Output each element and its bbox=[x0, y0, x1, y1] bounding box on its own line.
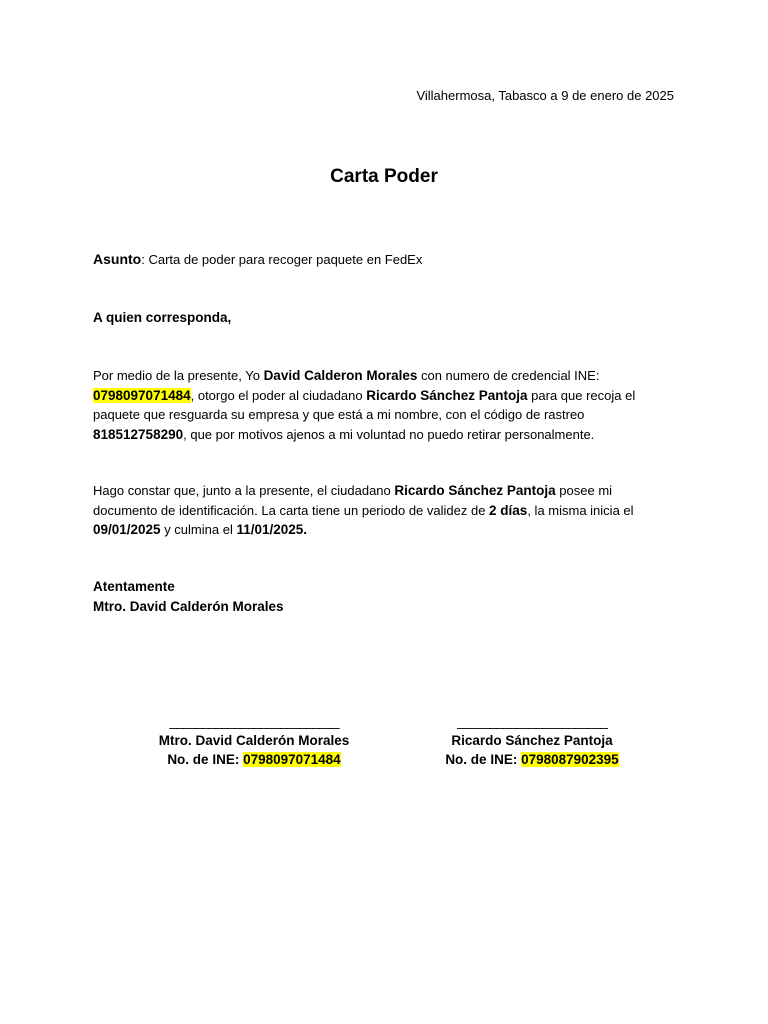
p1-text-1: Por medio de la presente, Yo bbox=[93, 368, 264, 383]
signature-name-proxy: Ricardo Sánchez Pantoja bbox=[451, 733, 613, 748]
grantor-name: David Calderon Morales bbox=[263, 368, 418, 383]
letter-title: Carta Poder bbox=[330, 166, 438, 187]
ine-label-proxy: No. de INE: bbox=[445, 752, 522, 767]
p1-text-5: , que por motivos ajenos a mi voluntad no puedo retirar personalmente. bbox=[183, 426, 595, 442]
p1-text-3: , otorgo el poder al ciudadano bbox=[190, 387, 367, 403]
start-date: 09/01/2025 bbox=[93, 522, 161, 537]
paragraph-authorization bbox=[93, 366, 678, 444]
p2-text-4: y culmina el bbox=[160, 522, 237, 537]
salutation: A quien corresponda, bbox=[93, 310, 232, 325]
grantor-ine: 0798097071484 bbox=[93, 387, 191, 403]
signature-line-proxy: _______________________ bbox=[457, 714, 607, 729]
signature-line-grantor: __________________________ bbox=[169, 714, 339, 729]
p1-text-4: para que recoja el paquete que resguarda su empresa y que está a mi nombre, con el código de rastreo bbox=[93, 387, 636, 422]
date-line: Villahermosa, Tabasco a 9 de enero de 2025 bbox=[416, 88, 674, 103]
paragraph-validity bbox=[93, 481, 678, 540]
closing-word: Atentamente bbox=[93, 579, 175, 594]
closing-block bbox=[93, 577, 284, 617]
ine-label-grantor: No. de INE: bbox=[167, 752, 244, 767]
signature-ine-grantor bbox=[152, 750, 356, 769]
proxy-name: Ricardo Sánchez Pantoja bbox=[366, 387, 528, 403]
closing-name: Mtro. David Calderón Morales bbox=[93, 599, 284, 614]
signature-name-grantor: Mtro. David Calderón Morales bbox=[158, 733, 350, 748]
subject-separator: : bbox=[141, 252, 145, 267]
signature-ine-proxy bbox=[440, 750, 624, 769]
signature-block-grantor bbox=[152, 712, 356, 769]
end-date: 11/01/2025. bbox=[236, 522, 308, 537]
p2-text-2: posee mi documento de identificación. La carta tiene un periodo de validez de bbox=[93, 483, 613, 518]
signature-block-proxy bbox=[440, 712, 624, 769]
p2-text-1: Hago constar que, junto a la presente, el ciudadano bbox=[93, 483, 395, 498]
p2-text-3: , la misma inicia el bbox=[527, 502, 634, 518]
subject-text: Carta de poder para recoger paquete en FedEx bbox=[144, 252, 423, 267]
subject-line bbox=[93, 251, 422, 267]
ine-value-grantor: 0798097071484 bbox=[243, 752, 341, 767]
validity-days: 2 días bbox=[489, 502, 528, 518]
tracking-number: 818512758290 bbox=[93, 426, 184, 442]
ine-value-proxy: 0798087902395 bbox=[521, 752, 619, 767]
p1-text-2: con numero de credencial INE: bbox=[417, 368, 600, 383]
subject-label: Asunto bbox=[93, 251, 142, 267]
proxy-name-2: Ricardo Sánchez Pantoja bbox=[394, 483, 556, 498]
